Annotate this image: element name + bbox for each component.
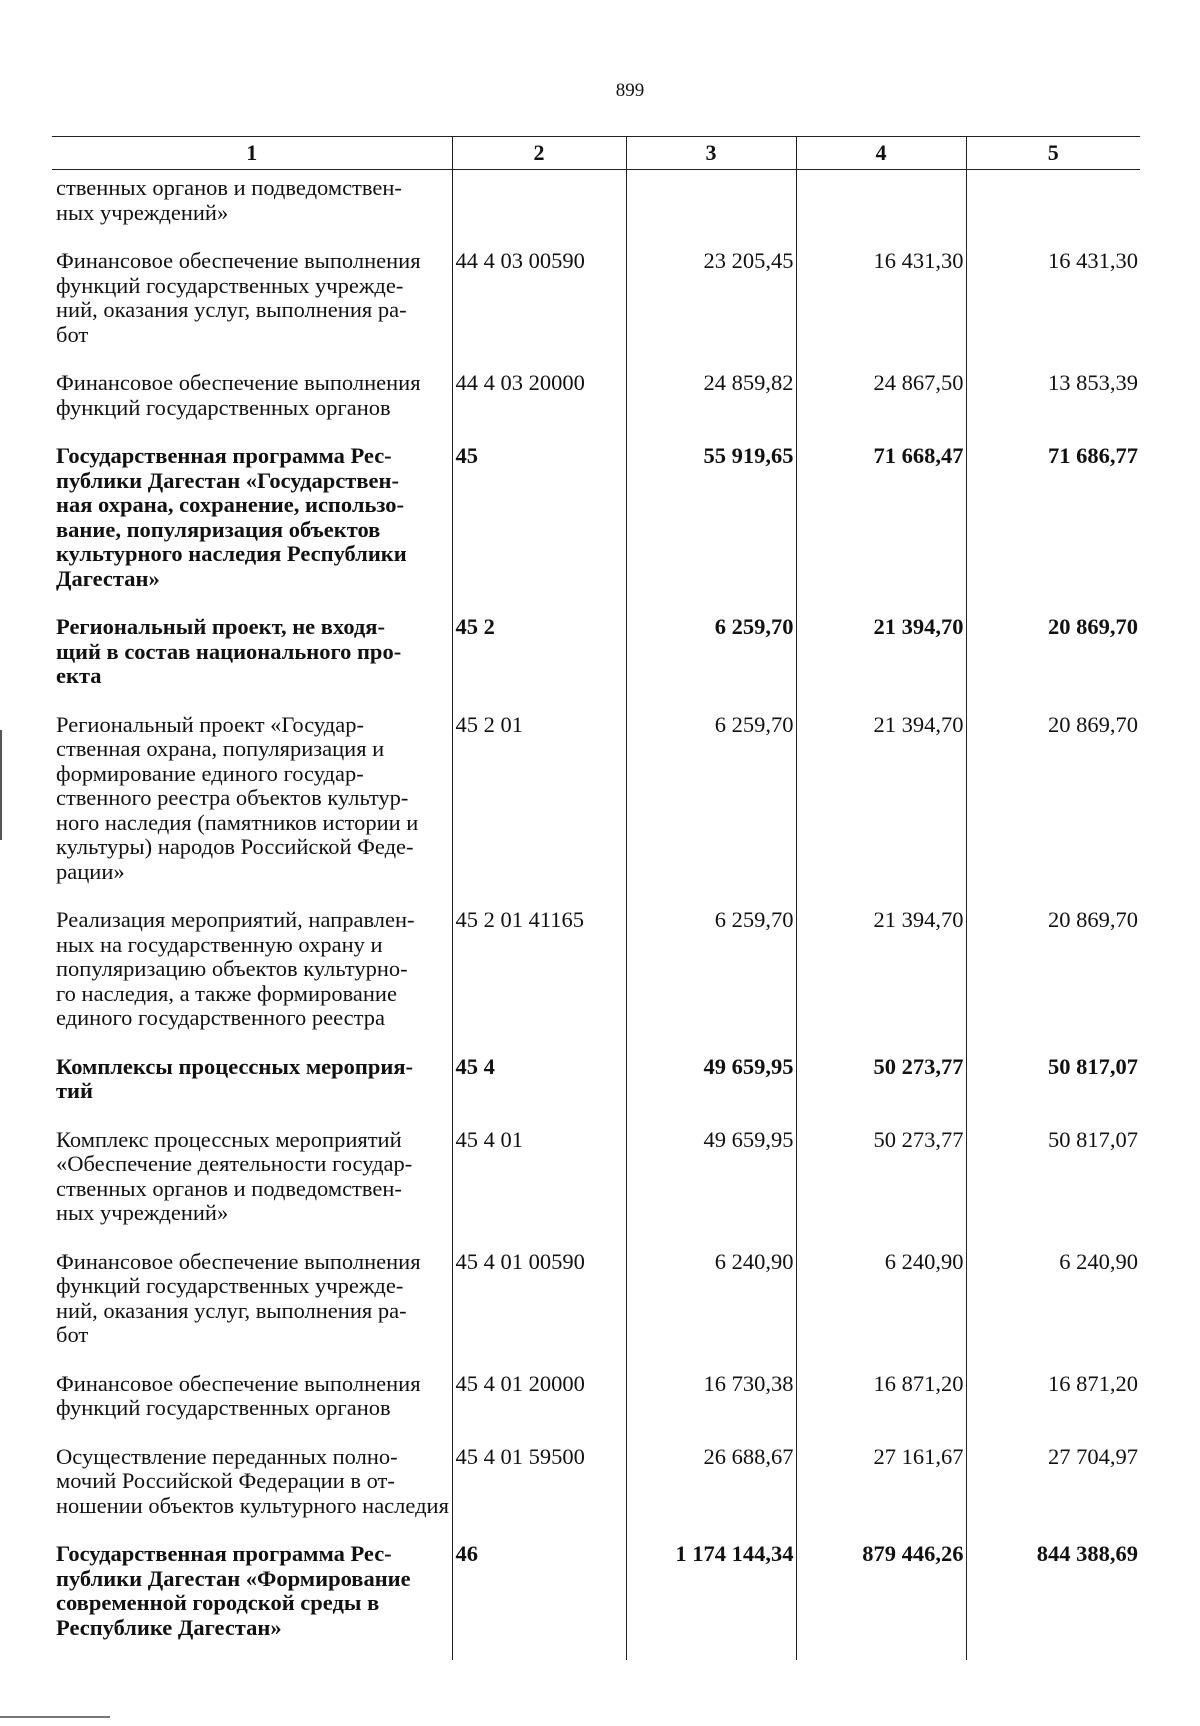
value-col4-cell: 16 871,20 (796, 1364, 966, 1437)
code-cell: 46 (452, 1534, 626, 1660)
table-row (52, 363, 1140, 436)
value-col3-cell: 24 859,82 (626, 363, 796, 436)
value-col5-cell: 16 871,20 (1048, 1370, 1138, 1396)
value-col4-cell: 16 431,30 (796, 241, 966, 363)
code-cell (452, 170, 626, 242)
value-col4-cell: 50 273,77 (796, 1120, 966, 1242)
table-header-row (52, 137, 1140, 170)
name-cell: ственных органов и подведомствен- ных учреждений» (52, 170, 452, 242)
column-header-3: 3 (626, 137, 796, 170)
value-col3-cell: 49 659,95 (626, 1120, 796, 1242)
table-body (52, 170, 1140, 1661)
value-col3-cell: 55 919,65 (626, 436, 796, 607)
value-col4-cell: 21 394,70 (796, 705, 966, 901)
value-col4-cell: 6 240,90 (796, 1242, 966, 1364)
name-cell: Финансовое обеспечение выполнения функций государственных органов (52, 1364, 452, 1437)
value-col4-cell: 50 273,77 (796, 1047, 966, 1120)
code-cell: 44 4 03 00590 (452, 241, 626, 363)
code-cell: 45 4 01 (452, 1120, 626, 1242)
name-cell: Комплексы процессных мероприя- тий (52, 1047, 452, 1120)
table-row (52, 1534, 1140, 1660)
table-row (52, 436, 1140, 607)
name-cell: Региональный проект, не входя- щий в состав национального про- екта (52, 607, 452, 705)
name-cell: Государственная программа Рес- публики Дагестан «Государствен- ная охрана, сохранение, использо- вание, популяризация объектов культурного наследия Республики Дагестан» (52, 436, 452, 607)
value-col3-cell (626, 170, 796, 242)
name-cell: Осуществление переданных полно- мочий Российской Федерации в от- ношении объектов культурного наследия (52, 1437, 452, 1535)
code-cell: 45 4 (452, 1047, 626, 1120)
name-cell: Финансовое обеспечение выполнения функций государственных учрежде- ний, оказания услуг, выполнения ра- бот (52, 241, 452, 363)
value-col4-cell: 27 161,67 (796, 1437, 966, 1535)
value-col3-cell: 23 205,45 (626, 241, 796, 363)
value-col5-cell: 50 817,07 (1048, 1053, 1138, 1079)
table-row (52, 900, 1140, 1047)
value-col4-cell: 879 446,26 (796, 1534, 966, 1660)
code-cell: 45 4 01 59500 (452, 1437, 626, 1535)
table-row (52, 1242, 1140, 1364)
table-row (52, 1364, 1140, 1437)
code-cell: 45 2 01 41165 (452, 900, 626, 1047)
value-col4-cell: 24 867,50 (796, 363, 966, 436)
value-col3-cell: 49 659,95 (626, 1047, 796, 1120)
table-row (52, 607, 1140, 705)
code-cell: 45 4 01 20000 (452, 1364, 626, 1437)
code-cell: 45 4 01 00590 (452, 1242, 626, 1364)
value-col5-cell: 20 869,70 (1048, 711, 1138, 737)
column-header-4: 4 (796, 137, 966, 170)
table-row (52, 170, 1140, 242)
table-row (52, 241, 1140, 363)
code-cell: 45 2 (452, 607, 626, 705)
value-col3-cell: 6 259,70 (626, 607, 796, 705)
column-header-5: 5 (966, 137, 1140, 170)
budget-table (52, 136, 1140, 1660)
table-row (52, 1437, 1140, 1535)
page-number: 899 (615, 80, 645, 101)
margin-scan-mark (0, 730, 2, 840)
value-col3-cell: 6 240,90 (626, 1242, 796, 1364)
table-row (52, 1047, 1140, 1120)
value-col3-cell: 26 688,67 (626, 1437, 796, 1535)
name-cell: Комплекс процессных мероприятий «Обеспечение деятельности государ- ственных органов и подведомствен- ных учреждений» (52, 1120, 452, 1242)
value-col5-cell: 13 853,39 (1048, 370, 1138, 395)
name-cell: Государственная программа Рес- публики Дагестан «Формирование современной городской среды в Республике Дагестан» (52, 1534, 452, 1660)
value-col5-cell (966, 170, 1140, 242)
name-cell: Реализация мероприятий, направлен- ных на государственную охрану и популяризацию объектов культурно- го наследия, а также формирование единого государственного реестра (52, 900, 452, 1047)
value-col5-cell: 20 869,70 (1048, 907, 1138, 932)
value-col4-cell: 71 668,47 (796, 436, 966, 607)
table-row (52, 705, 1140, 901)
value-col3-cell: 6 259,70 (626, 900, 796, 1047)
value-col5-cell: 844 388,69 (1036, 1541, 1138, 1566)
value-col5-cell: 16 431,30 (1048, 248, 1138, 273)
column-header-2: 2 (452, 137, 626, 170)
value-col4-cell: 21 394,70 (796, 607, 966, 705)
table-row (52, 1120, 1140, 1242)
name-cell: Финансовое обеспечение выполнения функций государственных органов (52, 363, 452, 436)
column-header-1: 1 (52, 137, 452, 170)
value-col5-cell: 6 240,90 (1059, 1248, 1138, 1274)
value-col5-cell: 27 704,97 (1048, 1443, 1138, 1469)
value-col3-cell: 16 730,38 (626, 1364, 796, 1437)
value-col5-cell: 50 817,07 (1048, 1126, 1138, 1152)
value-col5-cell: 20 869,70 (1048, 614, 1138, 639)
name-cell: Региональный проект «Государ- ственная охрана, популяризация и формирование единого государ- ственного реестра объектов культур- ного наследия (памятников истории и культуры) народов Российской Феде- рации» (52, 705, 452, 901)
value-col5-cell: 71 686,77 (1048, 443, 1138, 468)
value-col4-cell: 21 394,70 (796, 900, 966, 1047)
bottom-scan-rule (0, 1716, 110, 1718)
value-col4-cell (796, 170, 966, 242)
code-cell: 45 (452, 436, 626, 607)
code-cell: 45 2 01 (452, 705, 626, 901)
name-cell: Финансовое обеспечение выполнения функций государственных учрежде- ний, оказания услуг, выполнения ра- бот (52, 1242, 452, 1364)
value-col3-cell: 1 174 144,34 (626, 1534, 796, 1660)
value-col3-cell: 6 259,70 (626, 705, 796, 901)
code-cell: 44 4 03 20000 (452, 363, 626, 436)
